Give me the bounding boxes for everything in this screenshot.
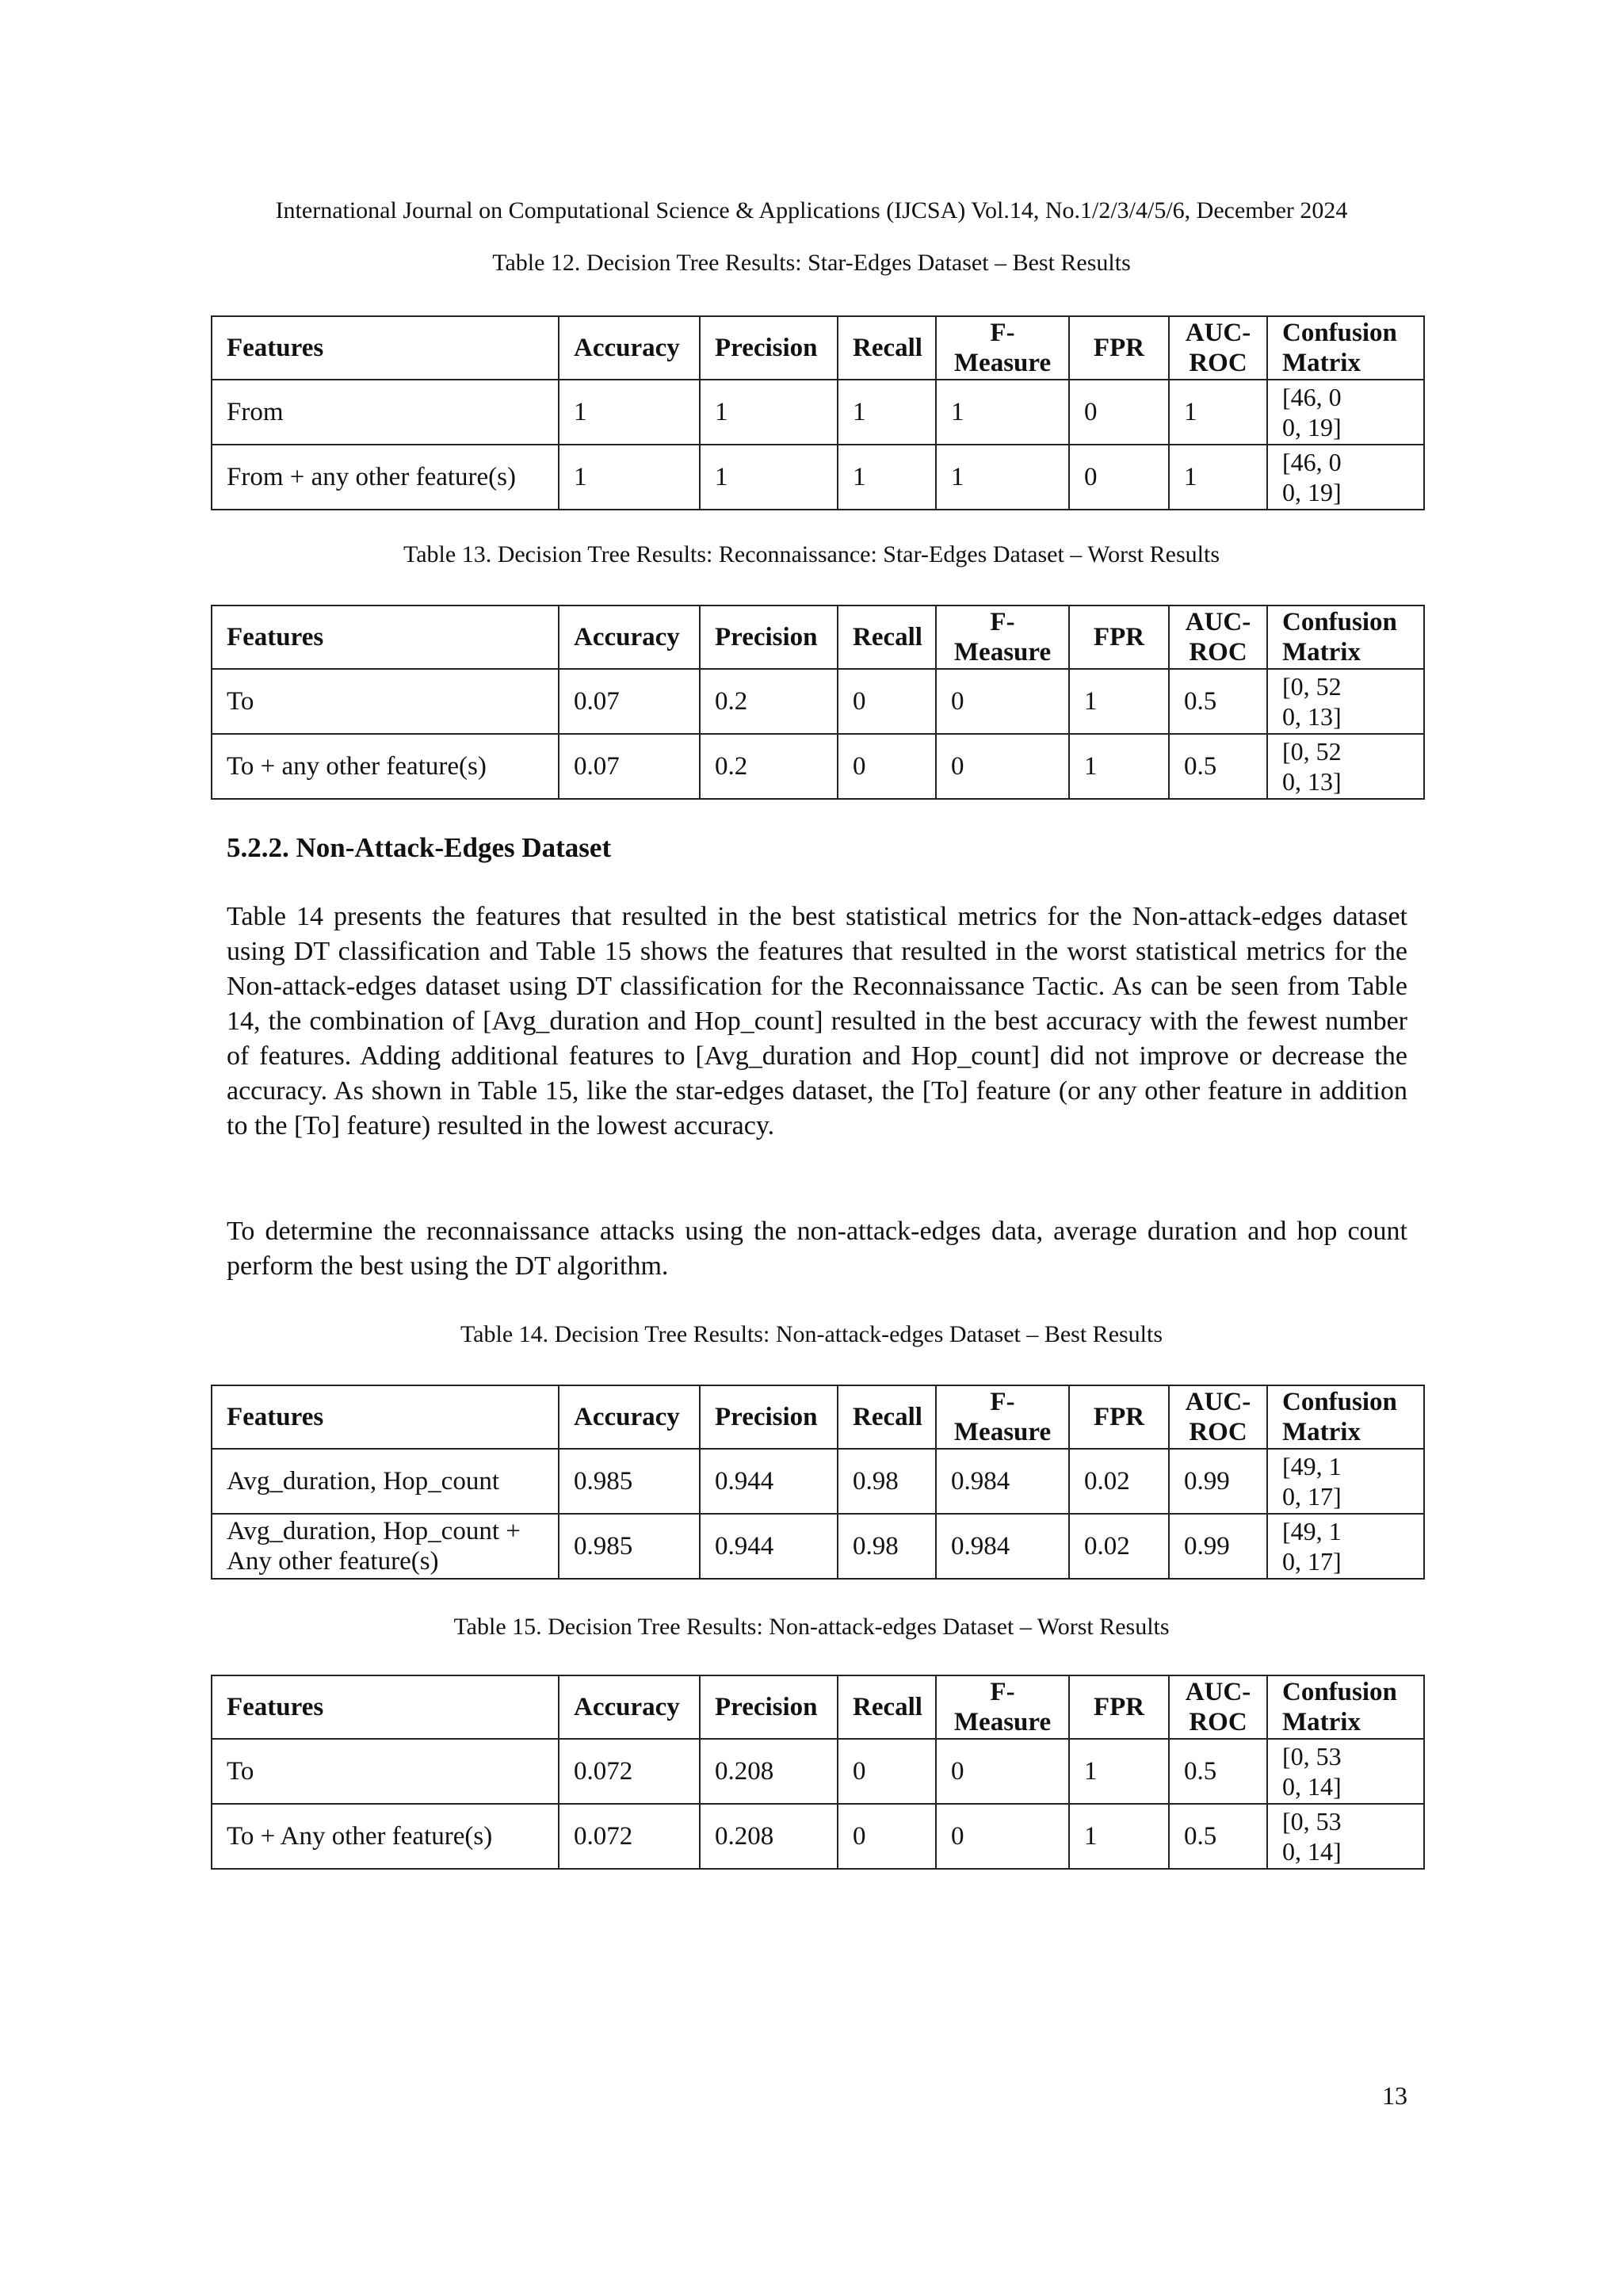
cell-text-line: Features — [227, 623, 324, 651]
cell-accuracy — [559, 734, 700, 799]
cell-text-line: 0.984 — [951, 1532, 1010, 1561]
cell-text-line: 0.07 — [574, 752, 620, 781]
cell-confusion-matrix — [1267, 380, 1424, 445]
cell-text-line: 0, 17] — [1282, 1482, 1342, 1511]
cell-f-measure — [936, 1514, 1069, 1579]
cell-precision — [700, 1804, 838, 1869]
table-14-caption: Table 14. Decision Tree Results: Non-attack-edges Dataset – Best Results — [460, 1321, 1163, 1347]
cell-fpr — [1069, 669, 1169, 734]
cell-text-line: 0.5 — [1184, 687, 1217, 716]
cell-text-line: F- — [990, 608, 1015, 636]
table-header-row — [212, 606, 1424, 669]
cell-accuracy — [559, 445, 700, 510]
cell-text-line: 0.985 — [574, 1467, 633, 1496]
cell-text-line: 0 — [853, 1757, 866, 1786]
cell-accuracy — [559, 1804, 700, 1869]
cell-text-line: 1 — [1184, 398, 1197, 426]
cell-text-line: 1 — [1084, 1822, 1098, 1851]
cell-precision — [700, 669, 838, 734]
cell-text-line: 0.99 — [1184, 1532, 1230, 1561]
cell-text-line: Features — [227, 1693, 324, 1721]
header-accuracy — [559, 1385, 700, 1449]
cell-text-line: From + any other feature(s) — [227, 463, 516, 491]
body-paragraph-1: Table 14 presents the features that resulted in the best statistical metrics for the Non-attack-edges dataset using DT classification and Table 15 shows the features that resulted in the worst statistical metrics for the Non-attack-edges dataset using DT classification for the Reconnaissance Tactic. As can be seen from Table 14, the combination of [Avg_duration and Hop_count] resulted in the best accuracy with the fewest number of features. Adding additional features to [Avg_duration and Hop_count] did not improve or decrease the accuracy. As shown in Table 15, like the star-edges dataset, the [To] feature (or any other feature in addition to the [To] feature) resulted in the lowest accuracy. — [227, 902, 1407, 1140]
cell-auc-roc — [1169, 669, 1267, 734]
header-auc-roc — [1169, 1675, 1267, 1739]
page-number: 13 — [1382, 2081, 1407, 2110]
cell-text-line: 1 — [1084, 687, 1098, 716]
cell-text-line: [49, 1 — [1282, 1452, 1342, 1480]
cell-f-measure — [936, 445, 1069, 510]
cell-recall — [838, 734, 936, 799]
cell-text-line: 1 — [1184, 463, 1197, 491]
table-header-row — [212, 316, 1424, 380]
cell-text-line: 0.02 — [1084, 1467, 1130, 1496]
header-confusion-matrix — [1267, 1385, 1424, 1449]
cell-text-line: 0.5 — [1184, 752, 1217, 781]
cell-text-line: Any other feature(s) — [227, 1547, 439, 1576]
cell-text-line: FPR — [1093, 1693, 1145, 1721]
cell-text-line: 0.208 — [715, 1822, 774, 1851]
cell-text-line: 1 — [853, 463, 866, 491]
cell-text-line: Recall — [853, 334, 922, 362]
cell-text-line: 0.208 — [715, 1757, 774, 1786]
cell-text-line: To + Any other feature(s) — [227, 1822, 493, 1851]
cell-text-line: 0.99 — [1184, 1467, 1230, 1496]
cell-text-line: 0 — [951, 1757, 964, 1786]
cell-text-line: Accuracy — [574, 1693, 680, 1721]
cell-accuracy — [559, 1514, 700, 1579]
cell-recall — [838, 380, 936, 445]
cell-precision — [700, 445, 838, 510]
cell-auc-roc — [1169, 445, 1267, 510]
cell-text-line: 1 — [1084, 752, 1098, 781]
cell-text-line: 0 — [853, 687, 866, 716]
cell-text-line: Avg_duration, Hop_count + — [227, 1517, 521, 1545]
table-12-caption: Table 12. Decision Tree Results: Star-Edges Dataset – Best Results — [492, 250, 1131, 276]
cell-precision — [700, 1449, 838, 1514]
header-precision — [700, 1675, 838, 1739]
cell-text-line: 0.2 — [715, 752, 748, 781]
cell-accuracy — [559, 669, 700, 734]
cell-text-line: 0.944 — [715, 1467, 774, 1496]
cell-recall — [838, 1449, 936, 1514]
cell-text-line: Features — [227, 1403, 324, 1431]
cell-text-line: 0.07 — [574, 687, 620, 716]
header-f-measure — [936, 316, 1069, 380]
header-auc-roc — [1169, 606, 1267, 669]
header-confusion-matrix — [1267, 316, 1424, 380]
cell-precision — [700, 734, 838, 799]
cell-text-line: Recall — [853, 1403, 922, 1431]
cell-recall — [838, 669, 936, 734]
cell-fpr — [1069, 445, 1169, 510]
running-header: International Journal on Computational Science & Applications (IJCSA) Vol.14, No.1/2/3/4/5/6, December 2024 — [275, 197, 1348, 223]
cell-confusion-matrix — [1267, 1449, 1424, 1514]
cell-recall — [838, 1804, 936, 1869]
cell-fpr — [1069, 380, 1169, 445]
table-14 — [211, 1385, 1425, 1580]
cell-text-line: 0 — [951, 752, 964, 781]
cell-text-line: To — [227, 1757, 254, 1786]
cell-text-line: ROC — [1189, 349, 1247, 377]
header-confusion-matrix — [1267, 1675, 1424, 1739]
cell-text-line: 0.072 — [574, 1822, 633, 1851]
cell-text-line: 0.98 — [853, 1532, 899, 1561]
table-row — [212, 1514, 1424, 1579]
cell-text-line: [46, 0 — [1282, 383, 1342, 411]
section-heading: 5.2.2. Non-Attack-Edges Dataset — [227, 832, 612, 863]
cell-features — [212, 380, 559, 445]
cell-text-line: [0, 53 — [1282, 1742, 1342, 1771]
table-row — [212, 380, 1424, 445]
header-auc-roc — [1169, 1385, 1267, 1449]
cell-text-line: 1 — [951, 398, 964, 426]
header-recall — [838, 1675, 936, 1739]
header-auc-roc — [1169, 316, 1267, 380]
cell-accuracy — [559, 1449, 700, 1514]
cell-text-line: Recall — [853, 1693, 922, 1721]
header-features — [212, 606, 559, 669]
cell-text-line: Matrix — [1282, 1418, 1361, 1446]
header-fpr — [1069, 1385, 1169, 1449]
header-precision — [700, 316, 838, 380]
cell-text-line: ROC — [1189, 638, 1247, 667]
table-row — [212, 445, 1424, 510]
header-confusion-matrix — [1267, 606, 1424, 669]
table-row — [212, 1804, 1424, 1869]
cell-text-line: 1 — [574, 398, 587, 426]
header-recall — [838, 606, 936, 669]
cell-text-line: 0 — [951, 1822, 964, 1851]
cell-features — [212, 1514, 559, 1579]
cell-text-line: 0.02 — [1084, 1532, 1130, 1561]
cell-text-line: 0, 13] — [1282, 702, 1342, 731]
cell-text-line: AUC- — [1185, 319, 1251, 347]
header-features — [212, 1675, 559, 1739]
cell-features — [212, 1804, 559, 1869]
header-recall — [838, 1385, 936, 1449]
cell-text-line: Avg_duration, Hop_count — [227, 1467, 500, 1496]
cell-text-line: Matrix — [1282, 1708, 1361, 1736]
cell-text-line: Confusion — [1282, 1678, 1397, 1706]
cell-text-line: To + any other feature(s) — [227, 752, 487, 781]
cell-text-line: 1 — [951, 463, 964, 491]
header-accuracy — [559, 1675, 700, 1739]
cell-text-line: Features — [227, 334, 324, 362]
cell-confusion-matrix — [1267, 1804, 1424, 1869]
table-13 — [211, 605, 1425, 800]
cell-text-line: Confusion — [1282, 319, 1397, 347]
cell-recall — [838, 1514, 936, 1579]
cell-recall — [838, 1739, 936, 1804]
cell-text-line: Confusion — [1282, 608, 1397, 636]
header-accuracy — [559, 606, 700, 669]
table-12 — [211, 315, 1425, 510]
cell-text-line: Accuracy — [574, 334, 680, 362]
cell-confusion-matrix — [1267, 1739, 1424, 1804]
cell-confusion-matrix — [1267, 669, 1424, 734]
cell-f-measure — [936, 1739, 1069, 1804]
cell-f-measure — [936, 1804, 1069, 1869]
cell-text-line: [0, 52 — [1282, 672, 1342, 701]
cell-text-line: 1 — [715, 463, 728, 491]
cell-text-line: 1 — [574, 463, 587, 491]
table-header-row — [212, 1675, 1424, 1739]
cell-text-line: ROC — [1189, 1418, 1247, 1446]
header-fpr — [1069, 316, 1169, 380]
cell-precision — [700, 380, 838, 445]
cell-text-line: 0 — [1084, 398, 1098, 426]
cell-text-line: 0.5 — [1184, 1757, 1217, 1786]
header-features — [212, 1385, 559, 1449]
cell-text-line: 0.072 — [574, 1757, 633, 1786]
cell-text-line: 0.984 — [951, 1467, 1010, 1496]
cell-text-line: [0, 53 — [1282, 1807, 1342, 1836]
table-row — [212, 734, 1424, 799]
cell-text-line: Recall — [853, 623, 922, 651]
cell-confusion-matrix — [1267, 734, 1424, 799]
cell-text-line: [0, 52 — [1282, 737, 1342, 766]
cell-text-line: 0.985 — [574, 1532, 633, 1561]
cell-f-measure — [936, 669, 1069, 734]
header-fpr — [1069, 1675, 1169, 1739]
cell-text-line: AUC- — [1185, 1678, 1251, 1706]
header-accuracy — [559, 316, 700, 380]
cell-text-line: 1 — [715, 398, 728, 426]
cell-text-line: 0.2 — [715, 687, 748, 716]
cell-text-line: F- — [990, 1388, 1015, 1416]
cell-text-line: 0.5 — [1184, 1822, 1217, 1851]
cell-features — [212, 669, 559, 734]
cell-text-line: F- — [990, 1678, 1015, 1706]
table-13-caption: Table 13. Decision Tree Results: Reconnaissance: Star-Edges Dataset – Worst Results — [403, 541, 1220, 567]
cell-fpr — [1069, 734, 1169, 799]
cell-text-line: FPR — [1093, 623, 1145, 651]
cell-text-line: 0 — [1084, 463, 1098, 491]
cell-text-line: Matrix — [1282, 638, 1361, 667]
cell-text-line: 0, 17] — [1282, 1547, 1342, 1576]
cell-text-line: 0, 14] — [1282, 1837, 1342, 1866]
cell-features — [212, 445, 559, 510]
cell-text-line: AUC- — [1185, 608, 1251, 636]
cell-features — [212, 734, 559, 799]
table-row — [212, 1449, 1424, 1514]
cell-auc-roc — [1169, 1449, 1267, 1514]
cell-text-line: Matrix — [1282, 349, 1361, 377]
header-f-measure — [936, 1385, 1069, 1449]
cell-text-line: 0.98 — [853, 1467, 899, 1496]
cell-text-line: FPR — [1093, 1403, 1145, 1431]
cell-auc-roc — [1169, 1739, 1267, 1804]
table-row — [212, 669, 1424, 734]
cell-confusion-matrix — [1267, 1514, 1424, 1579]
table-header-row — [212, 1385, 1424, 1449]
cell-text-line: Measure — [953, 638, 1052, 667]
table-15-caption: Table 15. Decision Tree Results: Non-attack-edges Dataset – Worst Results — [453, 1614, 1170, 1640]
cell-f-measure — [936, 734, 1069, 799]
cell-text-line: Confusion — [1282, 1388, 1397, 1416]
cell-text-line: 0, 14] — [1282, 1772, 1342, 1801]
cell-text-line: 0, 13] — [1282, 767, 1342, 796]
cell-fpr — [1069, 1514, 1169, 1579]
cell-text-line: Measure — [953, 1708, 1052, 1736]
header-features — [212, 316, 559, 380]
cell-features — [212, 1449, 559, 1514]
cell-text-line: Accuracy — [574, 1403, 680, 1431]
header-f-measure — [936, 606, 1069, 669]
cell-text-line: Measure — [953, 349, 1052, 377]
cell-precision — [700, 1514, 838, 1579]
table-row — [212, 1739, 1424, 1804]
cell-text-line: 0 — [853, 1822, 866, 1851]
header-f-measure — [936, 1675, 1069, 1739]
header-precision — [700, 606, 838, 669]
cell-text-line: [49, 1 — [1282, 1517, 1342, 1545]
cell-auc-roc — [1169, 734, 1267, 799]
cell-text-line: To — [227, 687, 254, 716]
cell-f-measure — [936, 1449, 1069, 1514]
cell-text-line: ROC — [1189, 1708, 1247, 1736]
cell-text-line: 0.944 — [715, 1532, 774, 1561]
cell-text-line: F- — [990, 319, 1015, 347]
cell-text-line: 1 — [1084, 1757, 1098, 1786]
cell-text-line: FPR — [1093, 334, 1145, 362]
cell-text-line: 1 — [853, 398, 866, 426]
header-fpr — [1069, 606, 1169, 669]
cell-text-line: Accuracy — [574, 623, 680, 651]
header-recall — [838, 316, 936, 380]
cell-accuracy — [559, 1739, 700, 1804]
cell-text-line: From — [227, 398, 284, 426]
cell-text-line: 0, 19] — [1282, 478, 1342, 506]
cell-f-measure — [936, 380, 1069, 445]
cell-text-line: AUC- — [1185, 1388, 1251, 1416]
body-paragraph-2: To determine the reconnaissance attacks using the non-attack-edges data, average duration and hop count perform the best using the DT algorithm. — [227, 1217, 1407, 1281]
cell-text-line: Precision — [715, 334, 818, 362]
cell-text-line: Precision — [715, 1693, 818, 1721]
cell-text-line: Measure — [953, 1418, 1052, 1446]
cell-auc-roc — [1169, 380, 1267, 445]
cell-text-line: 0 — [951, 687, 964, 716]
cell-text-line: Precision — [715, 623, 818, 651]
cell-auc-roc — [1169, 1804, 1267, 1869]
cell-precision — [700, 1739, 838, 1804]
cell-auc-roc — [1169, 1514, 1267, 1579]
cell-text-line: 0, 19] — [1282, 413, 1342, 441]
cell-fpr — [1069, 1804, 1169, 1869]
cell-text-line: 0 — [853, 752, 866, 781]
cell-fpr — [1069, 1739, 1169, 1804]
cell-text-line: [46, 0 — [1282, 448, 1342, 476]
cell-fpr — [1069, 1449, 1169, 1514]
cell-accuracy — [559, 380, 700, 445]
table-15 — [211, 1675, 1425, 1870]
cell-features — [212, 1739, 559, 1804]
cell-recall — [838, 445, 936, 510]
cell-text-line: Precision — [715, 1403, 818, 1431]
cell-confusion-matrix — [1267, 445, 1424, 510]
header-precision — [700, 1385, 838, 1449]
